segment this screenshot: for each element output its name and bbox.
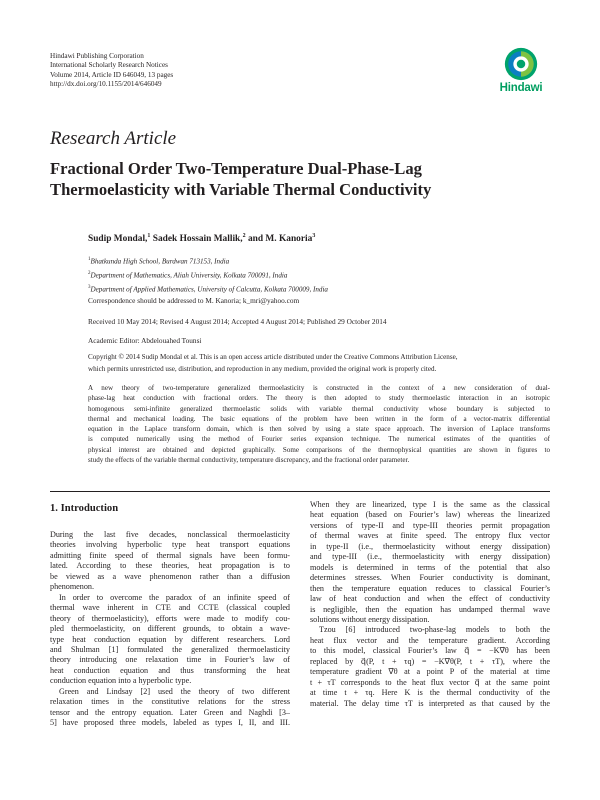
affiliation-list bbox=[88, 254, 328, 296]
copyright-notice bbox=[88, 352, 550, 375]
body-line: replaced by q⃗(P, t + τq) = −K∇⃗θ(P, t + τT), where the bbox=[310, 656, 550, 666]
body-line: admitting finite speed of thermal signals have been formu- bbox=[50, 550, 290, 560]
article-type: Research Article bbox=[50, 128, 177, 149]
body-line: solutions without energy dissipation. bbox=[310, 614, 430, 624]
body-line: During the last five decades, nonclassical thermoelasticity bbox=[50, 530, 290, 539]
body-line: and Shulman [1] formulated the generalized thermoelasticity bbox=[50, 644, 290, 654]
body-line: is negligible, then the equation has undamped thermal wave bbox=[310, 604, 550, 614]
body-line: models is determined in terms of the potential that also bbox=[310, 562, 550, 572]
body-line: be viewed as a wave phenomenon rather than a diffusion bbox=[50, 571, 290, 581]
body-line: lated. According to these theories, heat propagation is to bbox=[50, 561, 290, 571]
affiliation-item bbox=[88, 282, 328, 296]
correspondence: Correspondence should be addressed to M. Kanoria; k_mri@yahoo.com bbox=[88, 296, 300, 305]
body-line: type heat conduction equation by different researchers. Lord bbox=[50, 634, 290, 644]
abstract-line: phase-lag heat conduction with fractional orders. The theory is then adopted to study thermoelastic interaction in an isotropic bbox=[88, 394, 550, 403]
publication-dates: Received 10 May 2014; Revised 4 August 2014; Accepted 4 August 2014; Published 29 October 2014 bbox=[88, 317, 387, 326]
title-line: Thermoelasticity with Variable Thermal Conductivity bbox=[50, 180, 432, 199]
abstract-line: A new theory of two-temperature generalized thermoelasticity is constructed in the context of a new consideration of dual- bbox=[88, 384, 550, 392]
hindawi-logo bbox=[498, 47, 544, 94]
author-name: and M. Kanoria bbox=[245, 234, 313, 245]
affiliation-item bbox=[88, 268, 328, 282]
body-line: at time t + τq. Here K is the thermal conductivity of the bbox=[310, 688, 550, 698]
body-line: pled thermoelasticity, on different grounds, to obtain a wave- bbox=[50, 624, 290, 634]
abstract-line: homogenous semi-infinite generalized thermoelastic solids with variable thermal conductivity whose boundary is subjected to bbox=[88, 404, 550, 413]
body-line: and type-III (i.e., thermoelasticity with energy dissipation) bbox=[310, 552, 550, 562]
academic-editor: Academic Editor: Abdelouahed Tounsi bbox=[88, 336, 202, 345]
section-divider bbox=[50, 491, 550, 492]
body-line: in type-II (i.e., thermoelasticity without energy dissipation) bbox=[310, 541, 550, 551]
body-line: relaxation times in the constitutive relations for the stress bbox=[50, 697, 290, 707]
doi-link[interactable]: http://dx.doi.org/10.1155/2014/646049 bbox=[50, 79, 162, 88]
section-heading: 1. Introduction bbox=[50, 503, 119, 514]
affiliation-marker: 2 bbox=[88, 271, 91, 277]
affiliation-item bbox=[88, 254, 328, 268]
body-line: heat equation (based on Fourier’s law) whereas the linearized bbox=[310, 510, 550, 520]
right-column bbox=[310, 500, 550, 709]
body-line: Green and Lindsay [2] used the theory of two different bbox=[59, 686, 290, 696]
body-line: thermal wave inherent in CTE and CCTE (classical coupled bbox=[50, 603, 290, 613]
abstract-line: physical interest are obtained and depicted graphically. Some comparisons of the thermophysical quantities are shown in figures to bbox=[88, 445, 550, 454]
body-line: theory of thermoelasticity), efforts were made to modify cou- bbox=[50, 613, 290, 623]
abstract-line: equation in the Laplace transform domain, which is then solved by using a state space approach. The inversion of Laplace transforms bbox=[88, 425, 550, 433]
journal-name: International Scholarly Research Notices bbox=[50, 61, 168, 70]
abstract bbox=[88, 383, 550, 465]
affiliation-marker: 3 bbox=[88, 285, 91, 291]
abstract-line: is computed numerically using the method of Fourier series expansion technique. The numerical estimates of the quantities of bbox=[88, 435, 550, 444]
body-line: law of heat conduction and when the effect of conductivity bbox=[310, 594, 550, 604]
copyright-line: which permits unrestricted use, distribution, and reproduction in any medium, provided the original work is properly cited. bbox=[88, 364, 437, 373]
body-line: Tzou [6] introduced two-phase-lag models to both the bbox=[319, 625, 550, 635]
abstract-line: thermal and mechanical loading. The basic equations of the problem have been written in the form of a vector-matrix differential bbox=[88, 414, 550, 423]
affiliation-text: Department of Mathematics, Aliah University, Kolkata 700091, India bbox=[90, 271, 288, 280]
author-affil-marker: 3 bbox=[312, 233, 316, 239]
copyright-line: Copyright © 2014 Sudip Mondal et al. This is an open access article distributed under the Creative Commons Attribution License, bbox=[88, 353, 458, 361]
body-line: heat conduction equation and thus transforming the heat bbox=[50, 665, 290, 675]
body-line: determines stresses. When Fourier conductivity is dominant, bbox=[310, 573, 550, 583]
body-line: heat flux vector and the temperature gradient. According bbox=[310, 635, 550, 645]
body-line: temperature gradient ∇⃗θ at a point P of the material at time bbox=[310, 667, 550, 677]
paper-title bbox=[50, 158, 431, 200]
author-name: Sudip Mondal, bbox=[88, 234, 148, 245]
body-line: versions of type-II and type-III theories permit propagation bbox=[310, 520, 550, 530]
body-line: t + τT corresponds to the heat flux vector q⃗ at the same point bbox=[310, 677, 550, 687]
body-line: conduction equation into a hyperbolic type. bbox=[50, 676, 192, 686]
body-line: then the temperature equation reduces to classical Fourier’s bbox=[310, 583, 550, 593]
body-line: 5] have proposed three models, labeled as types I, II, and III. bbox=[50, 718, 290, 728]
body-line: tensor and the entropy equation. Later Green and Naghdi [3– bbox=[50, 707, 290, 717]
hindawi-logo-text: Hindawi bbox=[499, 82, 543, 94]
author-list bbox=[88, 233, 315, 244]
affiliation-text: Department of Applied Mathematics, University of Calcutta, Kolkata 700009, India bbox=[90, 285, 328, 294]
affiliation-text: Bhatkunda High School, Burdwan 713153, India bbox=[90, 257, 230, 266]
affiliation-marker: 1 bbox=[88, 257, 91, 262]
author-name: Sadek Hossain Mallik, bbox=[150, 234, 243, 245]
journal-header bbox=[50, 52, 173, 89]
volume-info: Volume 2014, Article ID 646049, 13 pages bbox=[50, 70, 174, 79]
left-column bbox=[50, 530, 290, 729]
hindawi-logo-icon bbox=[504, 47, 538, 81]
body-line: of thermal waves at finite speed. The entropy flux vector bbox=[310, 531, 550, 541]
title-line: Fractional Order Two-Temperature Dual-Phase-Lag bbox=[50, 159, 422, 178]
body-line: to this model, classical Fourier’s law q⃗ = −K∇⃗θ has been bbox=[310, 646, 550, 656]
body-line: In order to overcome the paradox of an infinite speed of bbox=[59, 592, 290, 602]
abstract-line: study the effects of the variable thermal conductivity, temperature discrepancy, and the fractional order parameter. bbox=[88, 455, 410, 464]
body-line: material. The delay time τT is interpreted as that caused by the bbox=[310, 698, 550, 708]
body-line: When they are linearized, type I is the same as the classical bbox=[310, 500, 550, 509]
body-line: theory introducing one relaxation time in Fourier’s law of bbox=[50, 655, 290, 665]
author-affil-marker: 2 bbox=[242, 233, 246, 239]
publisher-name: Hindawi Publishing Corporation bbox=[50, 52, 144, 60]
body-line: theories involving hyperbolic type heat transport equations bbox=[50, 540, 290, 550]
author-affil-marker: 1 bbox=[147, 233, 151, 239]
body-line: phenomenon. bbox=[50, 582, 95, 592]
